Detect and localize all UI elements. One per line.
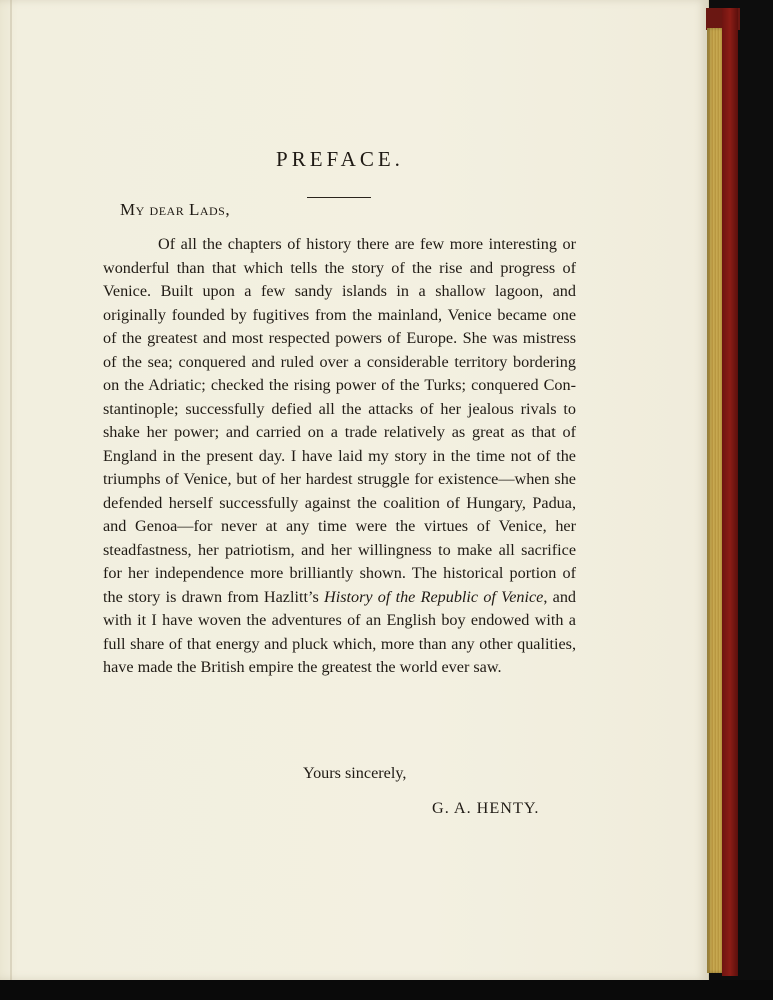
author-signature: G. A. HENTY. <box>432 799 540 817</box>
paragraph-text-start: Of all the chapters of history there are few more interesting or wonderful than that which tells the story of the rise and progress of Venice. Built upon a few sandy islands in a shallow lagoon, and originally founded by fugitives from the mainland, Venice became one of the greatest and most respected powers of Europe. She was mistress of the sea; conquered and ruled over a considerable territory bordering on the Adriatic; checked the rising power of the Turks; conquered Constantinople; successfully defied all the attacks of her jealous rivals to shake her power; and carried on a trade relatively as great as that of England in the present day. I have laid my story in the time not of the triumphs of Venice, but of her hardest struggle for existence—when she defended herself successfully against the coalition of Hungary, Padua, and Genoa—for never at any time were the virtues of Venice, her steadfastness, her patriotism, and her willingness to make all sacrifice for her independence more brilliantly shown. The historical portion of the story is drawn from Hazlitt’s <box>103 235 576 606</box>
preface-paragraph <box>103 233 576 680</box>
book-title-reference: History of the Republic of Venice <box>324 587 544 606</box>
closing-line: Yours sincerely, <box>303 764 407 782</box>
title-rule <box>307 197 371 198</box>
book-cover-edge <box>722 8 738 976</box>
page-title: PREFACE. <box>276 147 404 171</box>
scan-background <box>0 980 773 1000</box>
paragraph-text-end: , and with it I have woven the adventures of an English boy endowed with a full share of that energy and pluck which, more than any other qualities, have made the British empire the greatest the world ever saw. <box>103 587 577 676</box>
salutation: My dear Lads, <box>120 200 231 219</box>
